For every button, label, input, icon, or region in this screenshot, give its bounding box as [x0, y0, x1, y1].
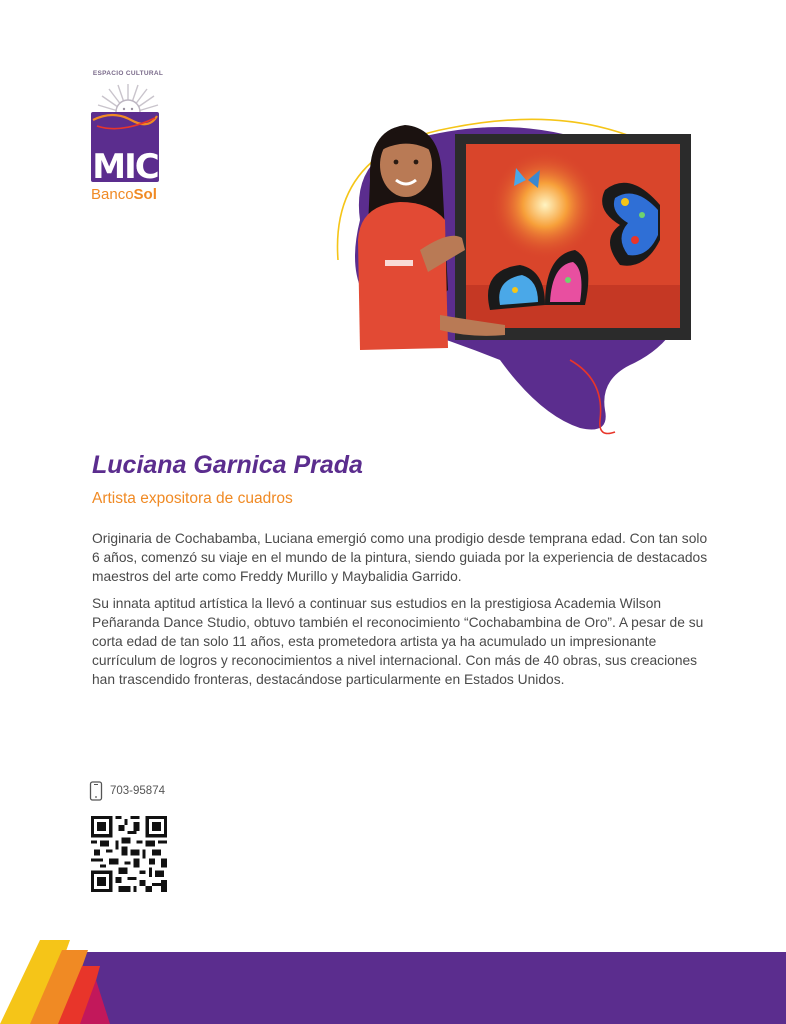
bank-prefix: Banco	[91, 186, 134, 203]
logo-top-text: ESPACIO CULTURAL	[92, 70, 164, 77]
phone-contact	[89, 780, 165, 802]
qr-code[interactable]	[91, 816, 167, 892]
artist-with-painting-photo	[330, 110, 710, 440]
bio-paragraph-2: Su innata aptitud artística la llevó a continuar sus estudios en la prestigiosa Academia Wilson Peñaranda Dance Studio, obtuvo también el reconocimiento “Cochabambina de Oro”. A pesar de su corta edad de tan solo 11 años, esta prometedora artista ya ha acumulado un impresionante currículum de logros y reconocimientos a nivel internacional. Con más de 40 obras, sus creaciones han trascendido fronteras, destacándose particularmente en Estados Unidos.	[92, 596, 704, 687]
artist-name: Luciana Garnica Prada	[92, 451, 363, 479]
bio-paragraph-1: Originaria de Cochabamba, Luciana emergió como una prodigio desde temprana edad. Con tan solo 6 años, comenzó su viaje en el mundo de la pintura, siendo guiada por la experiencia de destacados maestros del arte como Freddy Murillo y Maybalidia Garrido.	[92, 531, 708, 584]
bancosol-wordmark	[91, 186, 157, 203]
footer-band	[0, 940, 786, 1024]
logo-purple-box	[91, 112, 159, 187]
bank-suffix: Sol	[133, 186, 157, 203]
phone-number: 703-95874	[110, 785, 165, 797]
espacio-cultural-logo	[88, 70, 168, 210]
logo-mic-mark: MIC	[92, 147, 158, 187]
artist-role: Artista expositora de cuadros	[92, 490, 293, 507]
mobile-phone-icon	[89, 781, 103, 801]
